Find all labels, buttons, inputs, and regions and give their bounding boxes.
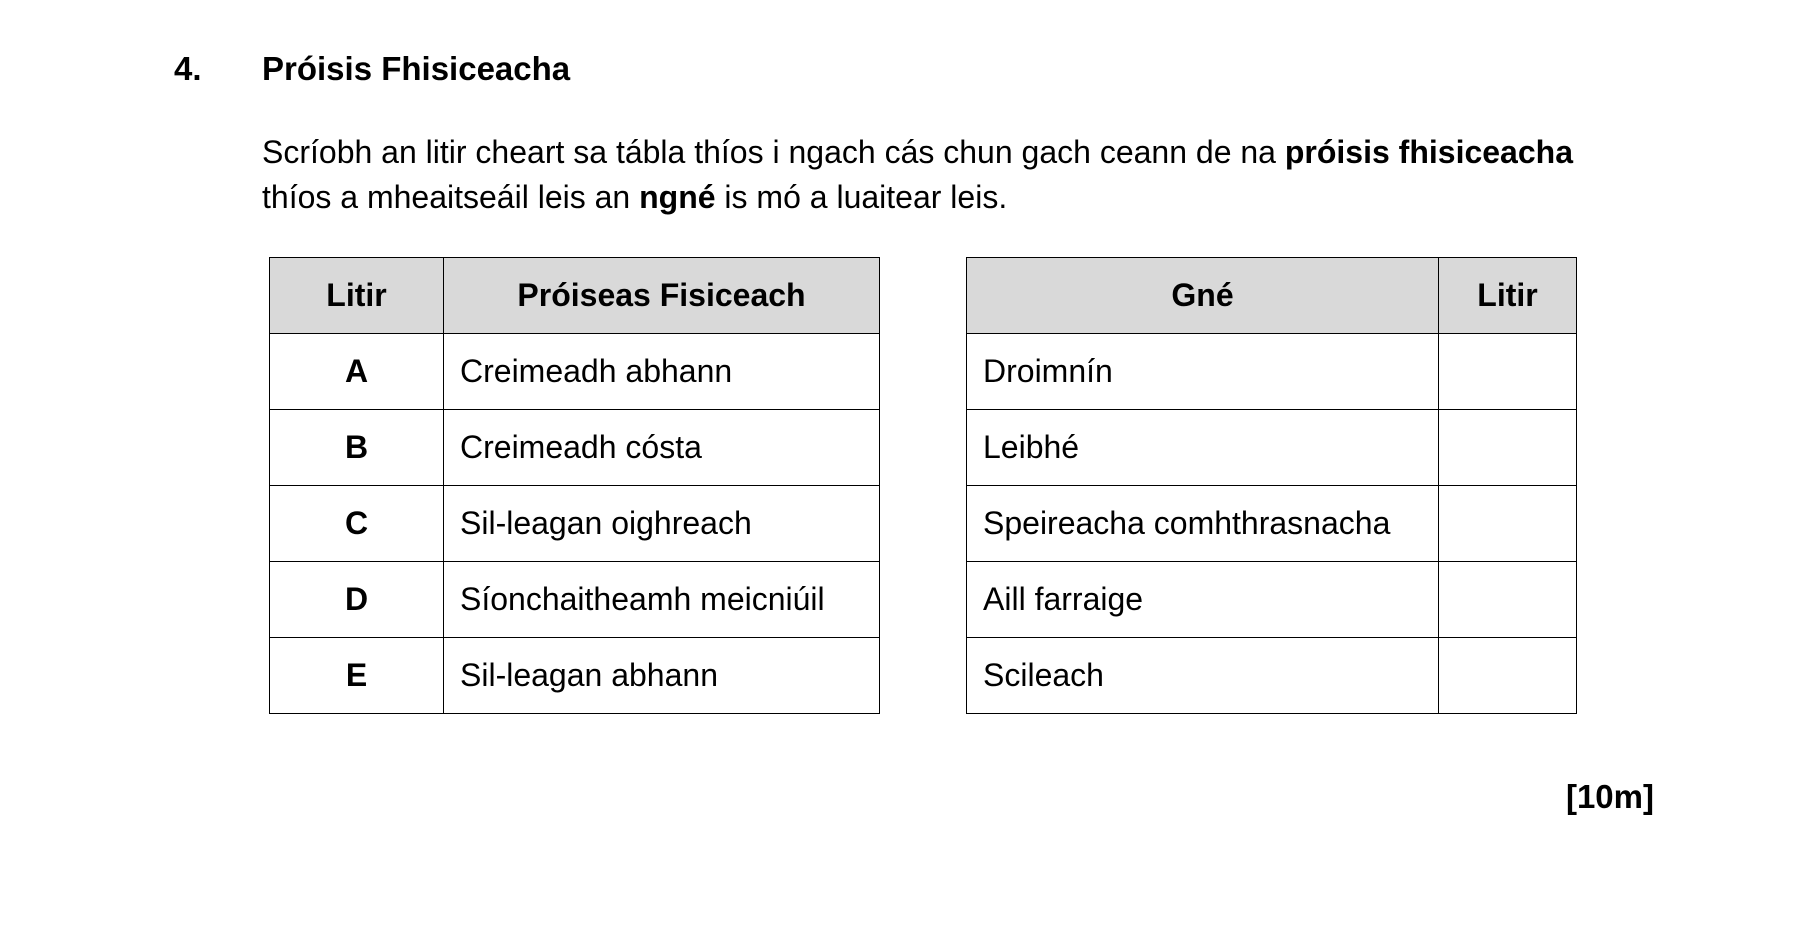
process-letter-cell: B: [270, 410, 444, 486]
marks-allocation: [10m]: [1565, 778, 1654, 815]
feature-name-cell: Leibhé: [967, 410, 1439, 486]
process-name-cell: Sil-leagan oighreach: [444, 486, 880, 562]
process-letter-cell: E: [270, 638, 444, 714]
table-row: [270, 638, 880, 714]
header-feature: Gné: [967, 258, 1439, 334]
answer-letter-cell[interactable]: [1439, 486, 1577, 562]
feature-table: [966, 257, 1577, 714]
table-row: [967, 562, 1577, 638]
process-letter-cell: D: [270, 562, 444, 638]
process-name-cell: Creimeadh cósta: [444, 410, 880, 486]
process-name-cell: Síonchaitheamh meicniúil: [444, 562, 880, 638]
feature-name-cell: Speireacha comhthrasnacha: [967, 486, 1439, 562]
table-row: [967, 410, 1577, 486]
header-answer-letter: Litir: [1439, 258, 1577, 334]
table-row: [270, 486, 880, 562]
table-row: [270, 334, 880, 410]
question-number: 4.: [174, 50, 202, 87]
header-process: Próiseas Fisiceach: [444, 258, 880, 334]
feature-name-cell: Droimnín: [967, 334, 1439, 410]
instruction-text-1: Scríobh an litir cheart sa tábla thíos i ngach cás chun gach ceann de na: [262, 134, 1285, 170]
process-name-cell: Creimeadh abhann: [444, 334, 880, 410]
instruction-bold-1: próisis fhisiceacha: [1284, 134, 1573, 170]
process-table: [269, 257, 880, 714]
instruction-bold-2: ngné: [639, 179, 716, 215]
table-row: [270, 562, 880, 638]
answer-letter-cell[interactable]: [1439, 410, 1577, 486]
answer-letter-cell[interactable]: [1439, 334, 1577, 410]
process-name-cell: Sil-leagan abhann: [444, 638, 880, 714]
question-instructions: [262, 130, 1682, 220]
instruction-text-3: is mó a luaitear leis.: [715, 179, 1008, 215]
header-letter: Litir: [270, 258, 444, 334]
table-row: [967, 638, 1577, 714]
feature-name-cell: Scileach: [967, 638, 1439, 714]
table-row: [967, 334, 1577, 410]
answer-letter-cell[interactable]: [1439, 638, 1577, 714]
question-title: Próisis Fhisiceacha: [262, 50, 571, 87]
instruction-text-2: thíos a mheaitseáil leis an: [262, 179, 640, 215]
feature-table-header-row: [967, 258, 1577, 334]
feature-name-cell: Aill farraige: [967, 562, 1439, 638]
table-row: [967, 486, 1577, 562]
process-table-header-row: [270, 258, 880, 334]
process-letter-cell: C: [270, 486, 444, 562]
answer-letter-cell[interactable]: [1439, 562, 1577, 638]
table-row: [270, 410, 880, 486]
process-letter-cell: A: [270, 334, 444, 410]
